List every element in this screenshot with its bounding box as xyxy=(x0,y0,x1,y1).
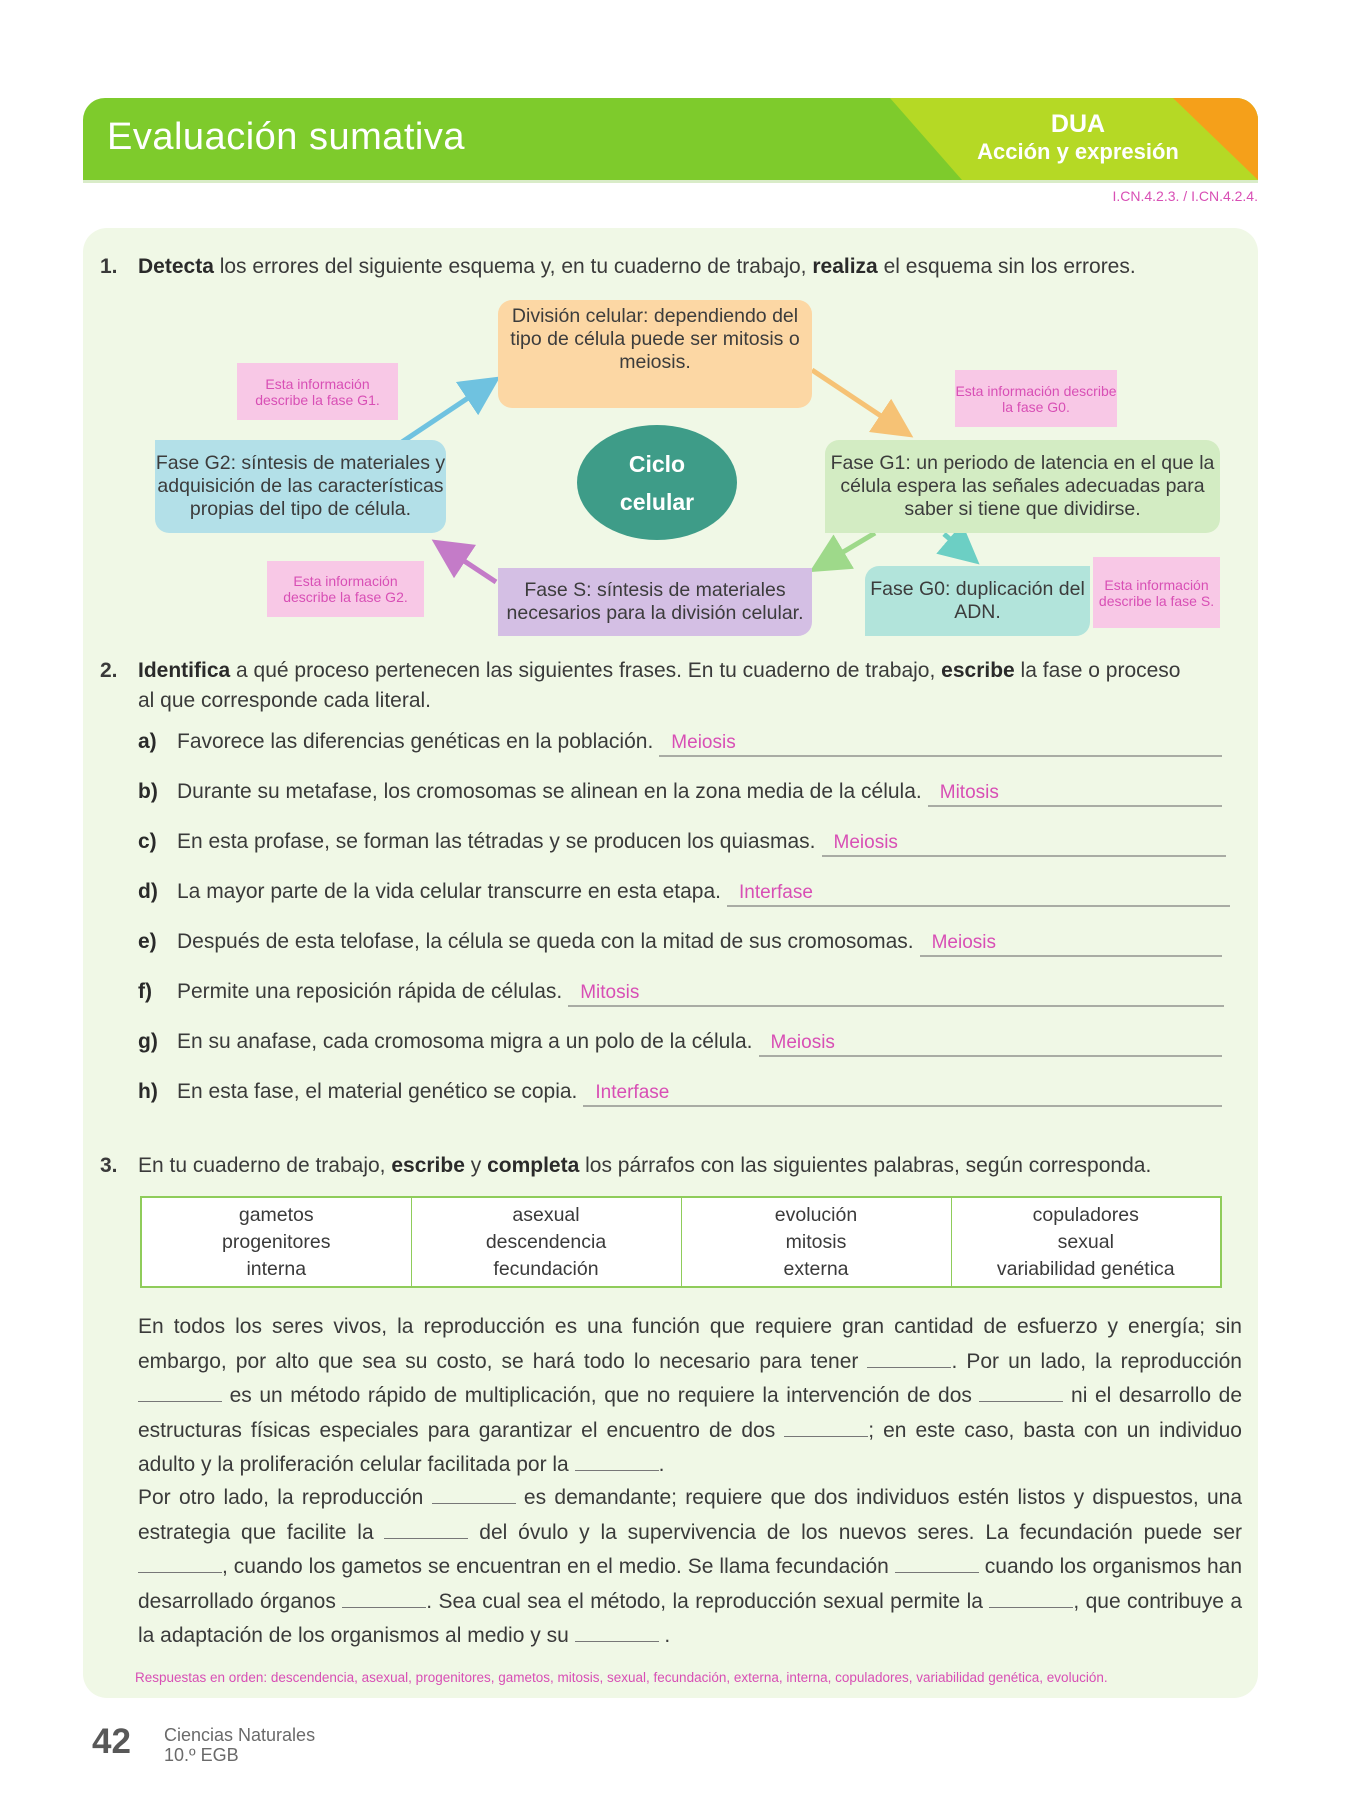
answer-field[interactable]: Meiosis xyxy=(659,731,1222,757)
blank-field[interactable] xyxy=(575,1451,659,1471)
word: sexual xyxy=(1057,1230,1114,1253)
word: fecundación xyxy=(493,1257,599,1280)
center-line-1: Ciclo xyxy=(628,450,686,477)
center-line-2: celular xyxy=(619,488,695,515)
answer-field[interactable]: Mitosis xyxy=(928,781,1222,807)
page-number: 42 xyxy=(92,1722,131,1761)
paragraph-1 xyxy=(138,1310,1242,1483)
para-text: En todos los seres vivos, la reproducción es una función que requiere gran cantidad de esfuerzo y energía; sin embargo, por alto que sea su costo, se hará todo lo necesario para tener xyxy=(138,1315,1242,1373)
q2-line2: al que corresponde cada literal. xyxy=(138,689,432,712)
list-item-a xyxy=(138,727,1222,759)
item-text: Después de esta telofase, la célula se queda con la mitad de sus cromosomas. xyxy=(177,930,914,953)
item-text: La mayor parte de la vida celular transcurre en esta etapa. xyxy=(177,880,721,903)
item-label: g) xyxy=(138,1030,158,1053)
para-text: ; en este caso, basta con un individuo adulto y la proliferación celular facilitada por la xyxy=(138,1418,1242,1476)
word: asexual xyxy=(512,1203,580,1226)
answer-field[interactable]: Meiosis xyxy=(759,1031,1222,1057)
q2-text-end: la fase o proceso xyxy=(1014,659,1181,682)
question-number: 2. xyxy=(100,659,118,682)
diagram-box-s: Fase S: síntesis de materiales necesarios para la división celular. xyxy=(498,568,812,636)
verb-realiza: realiza xyxy=(812,255,878,278)
item-label: c) xyxy=(138,830,157,853)
para-text: . Sea cual sea el método, la reproducción sexual permite la xyxy=(426,1589,990,1613)
blank-field[interactable] xyxy=(895,1553,979,1573)
blank-field[interactable] xyxy=(575,1622,659,1642)
para-text: es demandante; requiere que dos individuos estén listos y dispuestos, una estrategia que facilite la xyxy=(138,1486,1242,1544)
diagram-box-g0: Fase G0: duplicación del ADN. xyxy=(865,566,1090,636)
blank-field[interactable] xyxy=(432,1484,516,1504)
item-text: En esta fase, el material genético se copia. xyxy=(177,1080,578,1103)
question-number: 3. xyxy=(100,1154,118,1177)
page-title: Evaluación sumativa xyxy=(107,116,466,158)
item-text: Durante su metafase, los cromosomas se alinean en la zona media de la célula. xyxy=(177,780,922,803)
word: evolución xyxy=(774,1203,858,1226)
list-item-g xyxy=(138,1027,1222,1059)
dua-title: DUA xyxy=(1050,110,1106,138)
curriculum-codes: I.CN.4.2.3. / I.CN.4.2.4. xyxy=(1112,188,1258,204)
word: mitosis xyxy=(785,1230,847,1253)
para-text: cuando los organismos han desarrollado órganos xyxy=(138,1555,1242,1613)
verb-escribe: escribe xyxy=(391,1154,465,1177)
item-text: En esta profase, se forman las tétradas y se producen los quiasmas. xyxy=(177,830,816,853)
word: variabilidad genética xyxy=(996,1257,1175,1280)
word-bank-column xyxy=(681,1197,951,1287)
paragraph-2 xyxy=(138,1481,1242,1654)
para-text: . xyxy=(658,1624,671,1647)
grade-level: 10.º EGB xyxy=(164,1745,239,1765)
teacher-note-g2: Esta información describe la fase G2. xyxy=(267,561,424,617)
blank-field[interactable] xyxy=(867,1348,951,1368)
list-item-d xyxy=(138,877,1230,909)
question-1 xyxy=(100,252,1136,282)
word: descendencia xyxy=(485,1230,607,1253)
verb-detecta: Detecta xyxy=(138,255,214,278)
item-text: En su anafase, cada cromosoma migra a un polo de la célula. xyxy=(177,1030,753,1053)
footer-book-info xyxy=(164,1725,315,1765)
item-text: Permite una reposición rápida de células. xyxy=(177,980,563,1003)
q3-text-and: y xyxy=(464,1154,488,1177)
word: progenitores xyxy=(222,1230,331,1253)
item-label: h) xyxy=(138,1080,158,1103)
diagram-box-g2: Fase G2: síntesis de materiales y adquisición de las características propias del tipo de célula. xyxy=(155,440,446,533)
teacher-note-s: Esta información describe la fase S. xyxy=(1093,557,1220,628)
list-item-h xyxy=(138,1077,1222,1109)
word-bank-column xyxy=(141,1197,411,1287)
blank-field[interactable] xyxy=(138,1553,222,1573)
item-label: d) xyxy=(138,880,158,903)
q3-text-end: los párrafos con las siguientes palabras, según corresponda. xyxy=(579,1154,1152,1177)
blank-field[interactable] xyxy=(784,1417,868,1437)
answer-field[interactable]: Interfase xyxy=(727,881,1230,907)
answer-field[interactable]: Meiosis xyxy=(920,931,1222,957)
q3-text: En tu cuaderno de trabajo, xyxy=(138,1154,392,1177)
blank-field[interactable] xyxy=(979,1382,1063,1402)
dua-badge xyxy=(958,110,1198,166)
para-text: es un método rápido de multiplicación, que no requiere la intervención de dos xyxy=(222,1384,980,1407)
verb-completa: completa xyxy=(487,1154,580,1177)
para-text: , que contribuye a la adaptación de los organismos al medio y su xyxy=(138,1589,1242,1647)
para-text: . xyxy=(658,1453,665,1476)
teacher-note-g1: Esta información describe la fase G1. xyxy=(237,363,398,420)
para-text: del óvulo y la supervivencia de los nuevos seres. La fecundación puede ser xyxy=(468,1520,1242,1544)
para-text: , cuando los gametos se encuentran en el medio. Se llama fecundación xyxy=(222,1555,895,1578)
question-2 xyxy=(100,656,1250,716)
list-item-f xyxy=(138,977,1224,1009)
diagram-center-ellipse xyxy=(577,425,737,540)
blank-field[interactable] xyxy=(989,1588,1073,1608)
verb-escribe: escribe xyxy=(941,659,1015,682)
q2-text: a qué proceso pertenecen las siguientes frases. En tu cuaderno de trabajo, xyxy=(230,659,942,682)
answer-field[interactable]: Meiosis xyxy=(822,831,1226,857)
blank-field[interactable] xyxy=(138,1382,222,1402)
blank-field[interactable] xyxy=(342,1588,426,1608)
word-bank-table xyxy=(140,1196,1222,1288)
word: copuladores xyxy=(1032,1203,1139,1226)
para-text: . Por un lado, la reproducción xyxy=(951,1349,1242,1373)
word-bank-column xyxy=(951,1197,1221,1287)
list-item-c xyxy=(138,827,1226,859)
diagram-box-division: División celular: dependiendo del tipo de célula puede ser mitosis o meiosis. xyxy=(498,300,812,408)
verb-identifica: Identifica xyxy=(138,659,231,682)
word: interna xyxy=(246,1257,307,1280)
item-label: e) xyxy=(138,930,157,953)
question-number: 1. xyxy=(100,255,118,278)
list-item-b xyxy=(138,777,1222,809)
answer-key: Respuestas en orden: descendencia, asexual, progenitores, gametos, mitosis, sexual, fecundación, externa, interna, copuladores, variabilidad genética, evolución. xyxy=(135,1670,1108,1685)
answer-field[interactable]: Mitosis xyxy=(568,981,1224,1007)
word: externa xyxy=(783,1257,849,1280)
list-item-e xyxy=(138,927,1222,959)
subject-name: Ciencias Naturales xyxy=(164,1725,316,1745)
blank-field[interactable] xyxy=(384,1519,468,1539)
answer-field[interactable]: Interfase xyxy=(583,1081,1222,1107)
para-text: ni el desarrollo de estructuras físicas especiales para garantizar el encuentro de dos xyxy=(138,1384,1243,1442)
item-text: Favorece las diferencias genéticas en la población. xyxy=(177,730,654,753)
para-text: Por otro lado, la reproducción xyxy=(138,1486,432,1509)
item-label: f) xyxy=(138,980,152,1003)
dua-subtitle: Acción y expresión xyxy=(977,139,1179,164)
q1-text: los errores del siguiente esquema y, en tu cuaderno de trabajo, xyxy=(213,255,813,278)
section-header xyxy=(83,98,1258,180)
header-divider xyxy=(83,180,1258,183)
question-3 xyxy=(100,1151,1250,1181)
item-label: a) xyxy=(138,730,157,753)
word-bank-column xyxy=(411,1197,681,1287)
diagram-box-g1: Fase G1: un periodo de latencia en el que la célula espera las señales adecuadas para saber si tiene que dividirse. xyxy=(825,440,1220,533)
item-label: b) xyxy=(138,780,158,803)
q1-text-end: el esquema sin los errores. xyxy=(877,255,1136,278)
word: gametos xyxy=(238,1203,314,1226)
teacher-note-g0: Esta información describe la fase G0. xyxy=(955,370,1117,427)
